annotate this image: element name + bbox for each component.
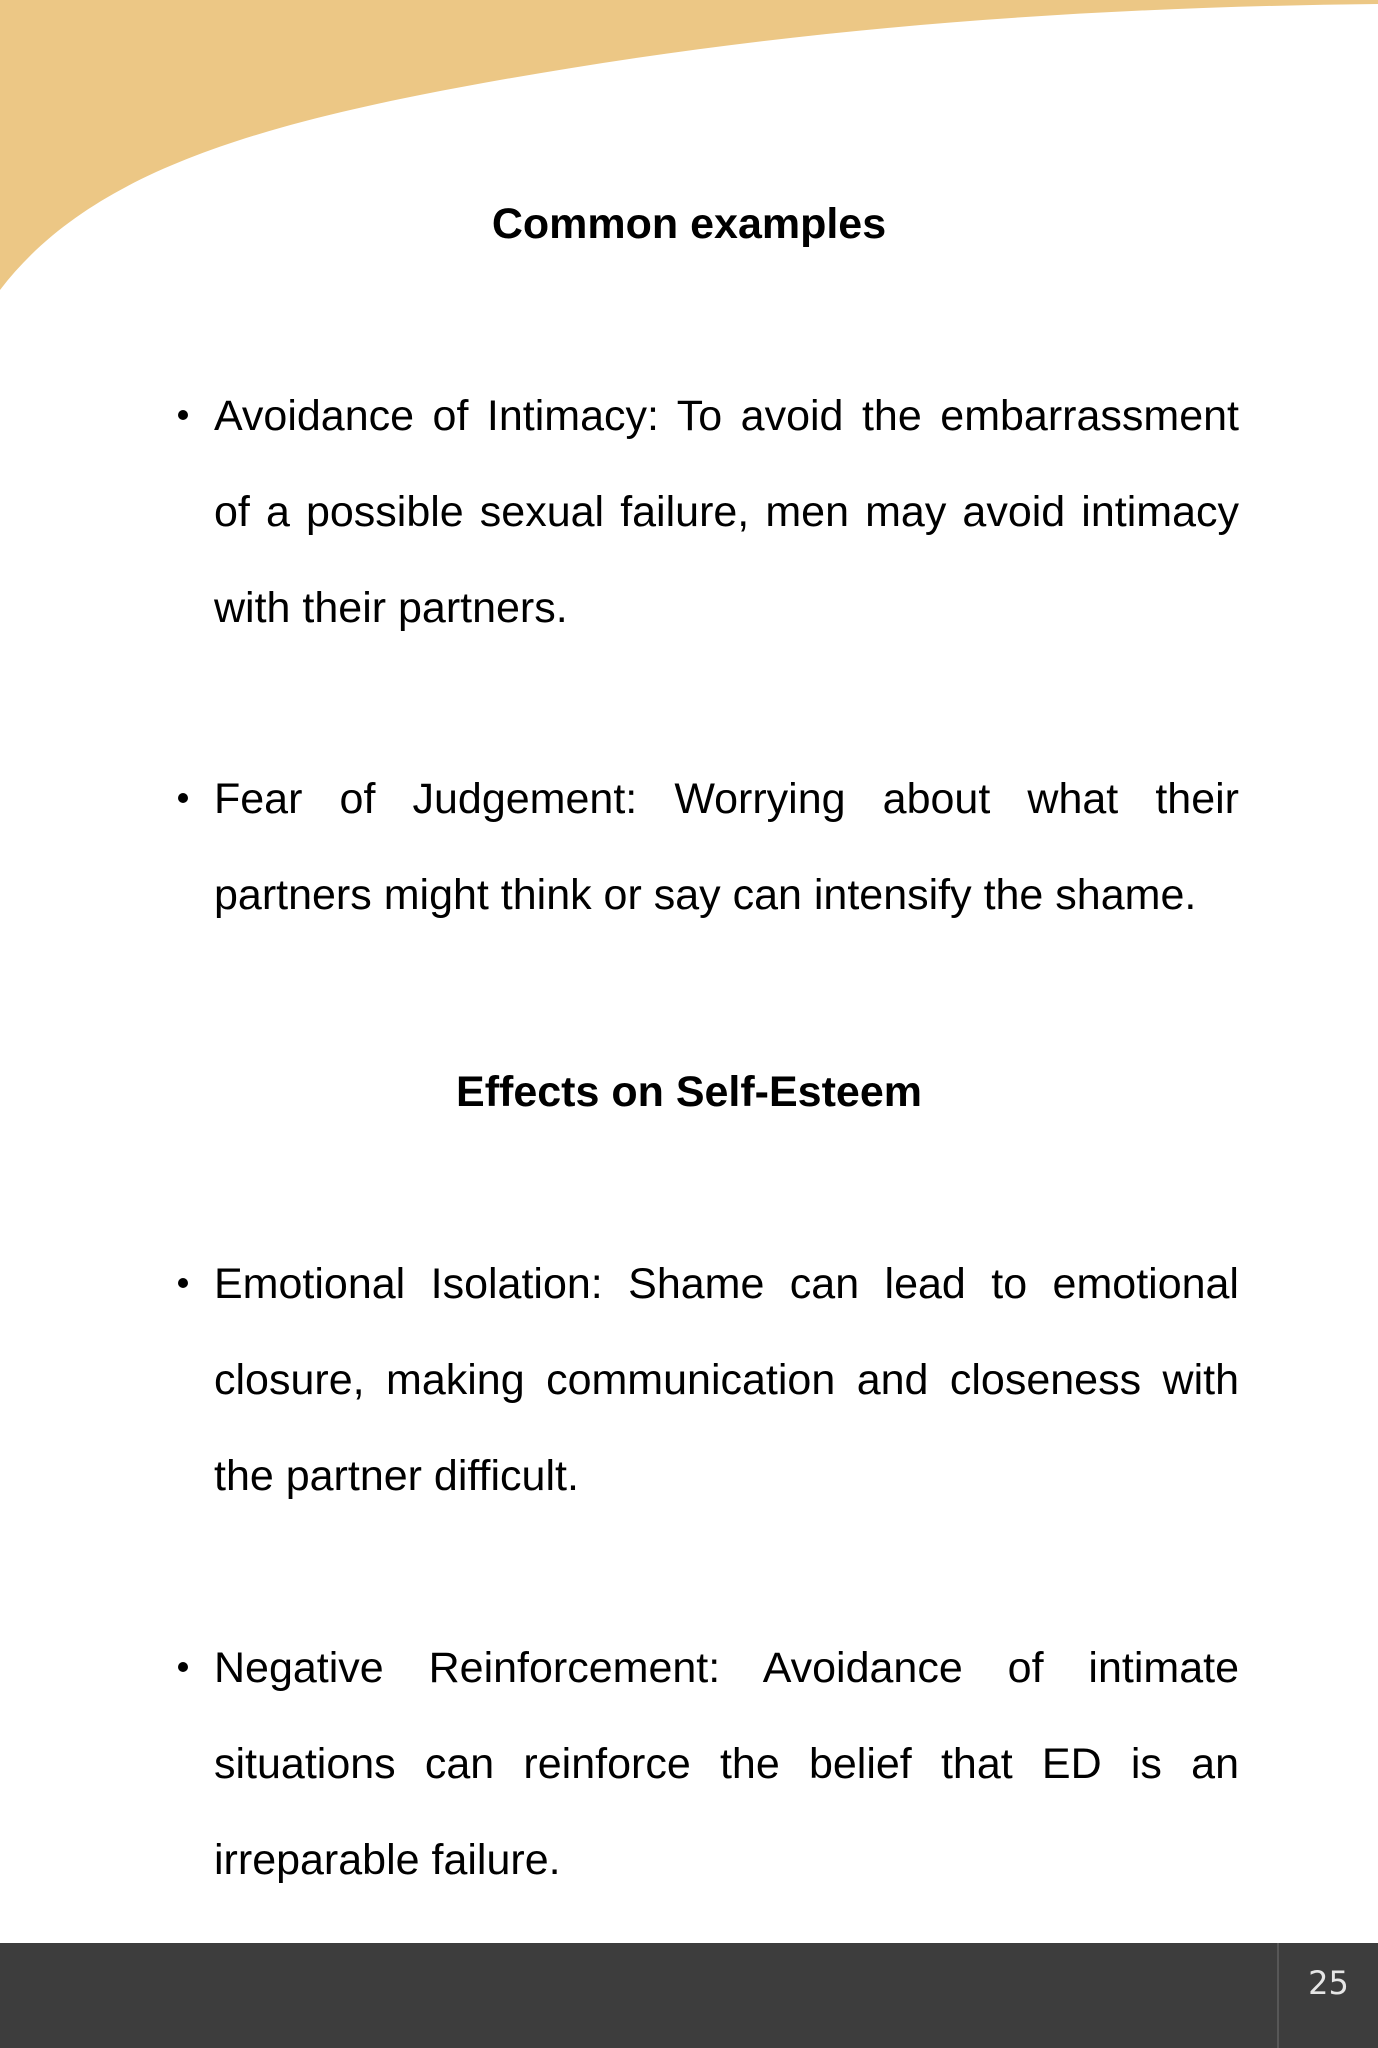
section-heading-effects-on-self-esteem: Effects on Self-Esteem xyxy=(456,1068,922,1116)
bullet-icon xyxy=(178,1662,188,1672)
list-item xyxy=(0,751,1239,943)
list-item xyxy=(0,368,1239,656)
list-item-text: Emotional Isolation: Shame can lead to emotional closure, making communication and closeness with the partner difficult. xyxy=(214,1260,1239,1500)
section-heading-common-examples: Common examples xyxy=(491,200,887,248)
decorative-wave-header xyxy=(0,0,1378,300)
bullet-icon xyxy=(178,1278,188,1288)
list-item-text: Fear of Judgement: Worrying about what their partners might think or say can intensify the shame. xyxy=(214,775,1239,919)
list-item-text: Avoidance of Intimacy: To avoid the embarrassment of a possible sexual failure, men may avoid intimacy with their partners. xyxy=(214,392,1239,632)
bullet-list xyxy=(0,1236,1239,1524)
bullet-list xyxy=(0,1620,1239,1908)
list-item xyxy=(0,1236,1239,1524)
list-item xyxy=(0,1620,1239,1908)
page-number: 25 xyxy=(1308,1964,1349,2002)
bullet-list xyxy=(0,751,1239,943)
page-footer xyxy=(0,1943,1378,2048)
bullet-list xyxy=(0,368,1239,656)
bullet-icon xyxy=(178,410,188,420)
bullet-icon xyxy=(178,793,188,803)
list-item-text: Negative Reinforcement: Avoidance of intimate situations can reinforce the belief that ED is an irreparable failure. xyxy=(214,1644,1239,1884)
